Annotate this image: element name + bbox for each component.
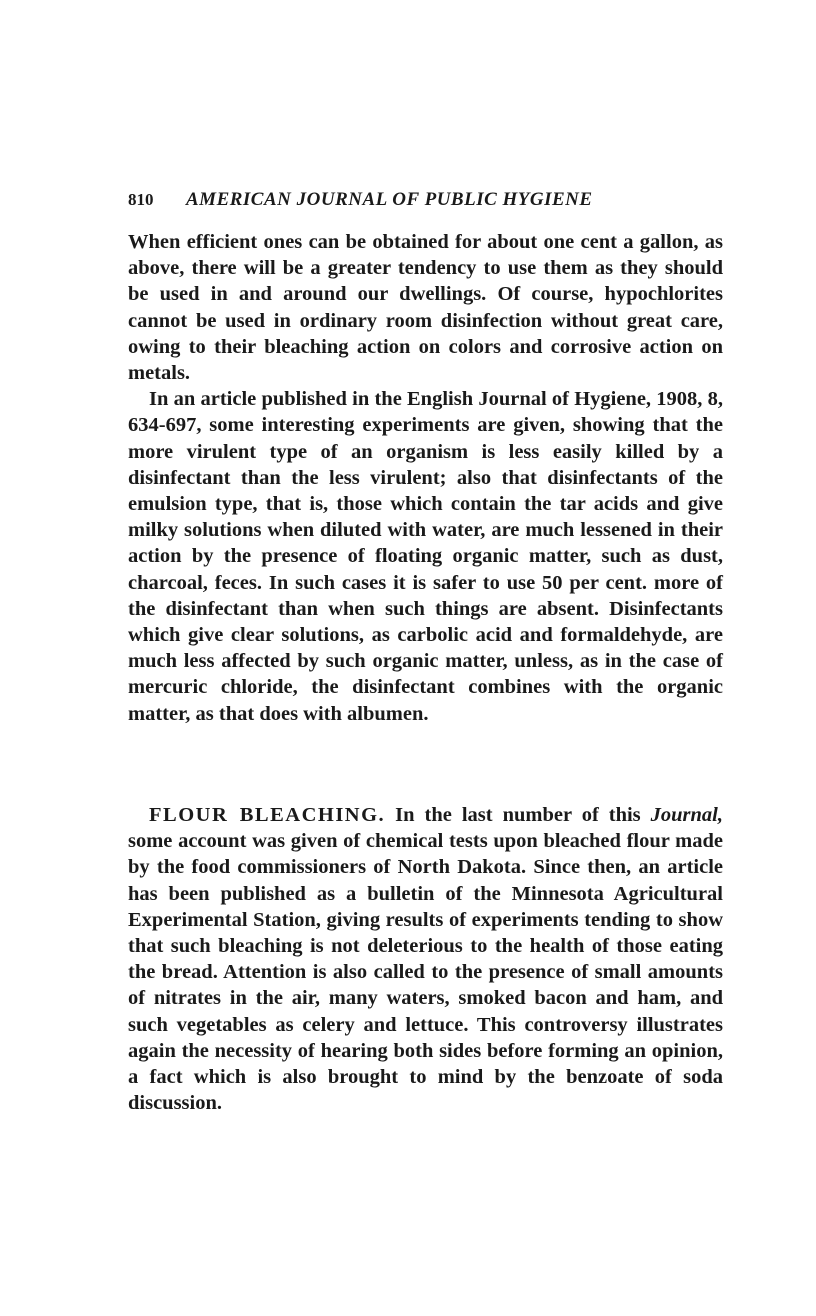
running-head [128, 186, 728, 214]
paragraph-journal-of-hygiene: In an article published in the English Journal of Hygiene, 1908, 8, 634-697, some interesting experiments are given, showing that the more virulent type of an organism is less easily killed by a disinfectant than the less virulent; also that disinfectants of the emulsion type, that is, those which contain the tar acids and give milky solutions when diluted with water, are much lessened in their action by the presence of floating organic matter, such as dust, charcoal, feces. In such cases it is safer to use 50 per cent. more of the disinfectant than when such things are absent. Disinfectants which give clear solutions, as carbolic acid and formaldehyde, are much less affected by such organic matter, unless, as in the case of mercuric chloride, the disinfectant combines with the organic matter, as that does with albumen. [128, 388, 723, 725]
paragraph-flour-bleaching [128, 802, 723, 1116]
section-heading: FLOUR BLEACHING. [149, 804, 386, 826]
section-body-text: some account was given of chemical tests upon bleached flour made by the food commissioners of North Dakota. Since then, an article has been published as a bulletin of the Minnesota Agricultural Experimental Station, giving results of experiments tending to show that such bleaching is not deleterious to the health of those eating the bread. Attention is also called to the presence of small amounts of nitrates in the air, many waters, smoked bacon and ham, and such vegetables as celery and lettuce. This controversy illustrates again the necessity of hearing both sides before forming an opinion, a fact which is also brought to mind by the benzoate of soda discussion. [128, 830, 723, 1115]
section-lead-text: In the last number of this [395, 804, 641, 826]
paragraph-hypochlorites: When efficient ones can be obtained for about one cent a gallon, as above, there will be a greater tendency to use them as they should be used in and around our dwellings. Of course, hypochlorites cannot be used in ordinary room disinfection without great care, owing to their bleaching action on colors and corrosive action on metals. [128, 231, 723, 385]
journal-title: AMERICAN JOURNAL OF PUBLIC HYGIENE [186, 189, 593, 210]
text-block-flour-bleaching [128, 802, 723, 1116]
journal-reference: Journal, [650, 804, 724, 826]
page-number: 810 [128, 190, 154, 209]
text-block-disinfectants [128, 229, 723, 727]
